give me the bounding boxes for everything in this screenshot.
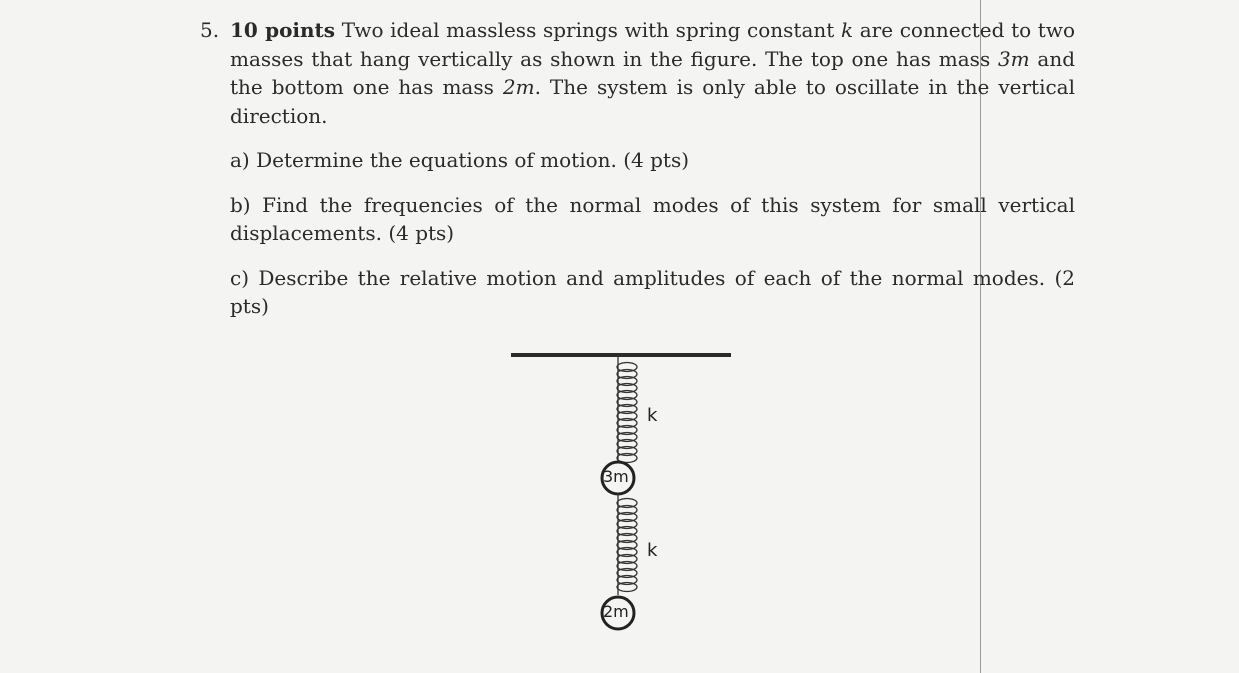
problem-statement: 10 points Two ideal massless springs with spring constant k are connected to two masses that hang vertically as shown in the figure. The top one has mass 3m and the bottom one has mass 2m. The system is only able to oscillate in the vertical direction. <box>230 18 1076 128</box>
spring-top-label: k <box>647 405 658 426</box>
problem-5 <box>200 16 1075 321</box>
spring-bottom-label: k <box>647 540 658 561</box>
spring-mass-figure <box>505 345 745 645</box>
problem-number: 5. <box>200 18 220 42</box>
part-a: a) Determine the equations of motion. (4 pts) <box>230 148 690 172</box>
spring-top-icon <box>617 355 637 463</box>
mass-top-label: 3m <box>603 467 629 486</box>
points-label: 10 points <box>230 18 336 42</box>
part-c: c) Describe the relative motion and amplitudes of each of the normal modes. (2 pts) <box>230 265 1075 318</box>
part-b: b) Find the frequencies of the normal modes of this system for small vertical displacements. (4 pts) <box>230 192 1075 245</box>
mass-bottom-label: 2m <box>603 602 629 621</box>
spring-bottom-icon <box>617 494 637 595</box>
spring-diagram <box>505 345 745 645</box>
